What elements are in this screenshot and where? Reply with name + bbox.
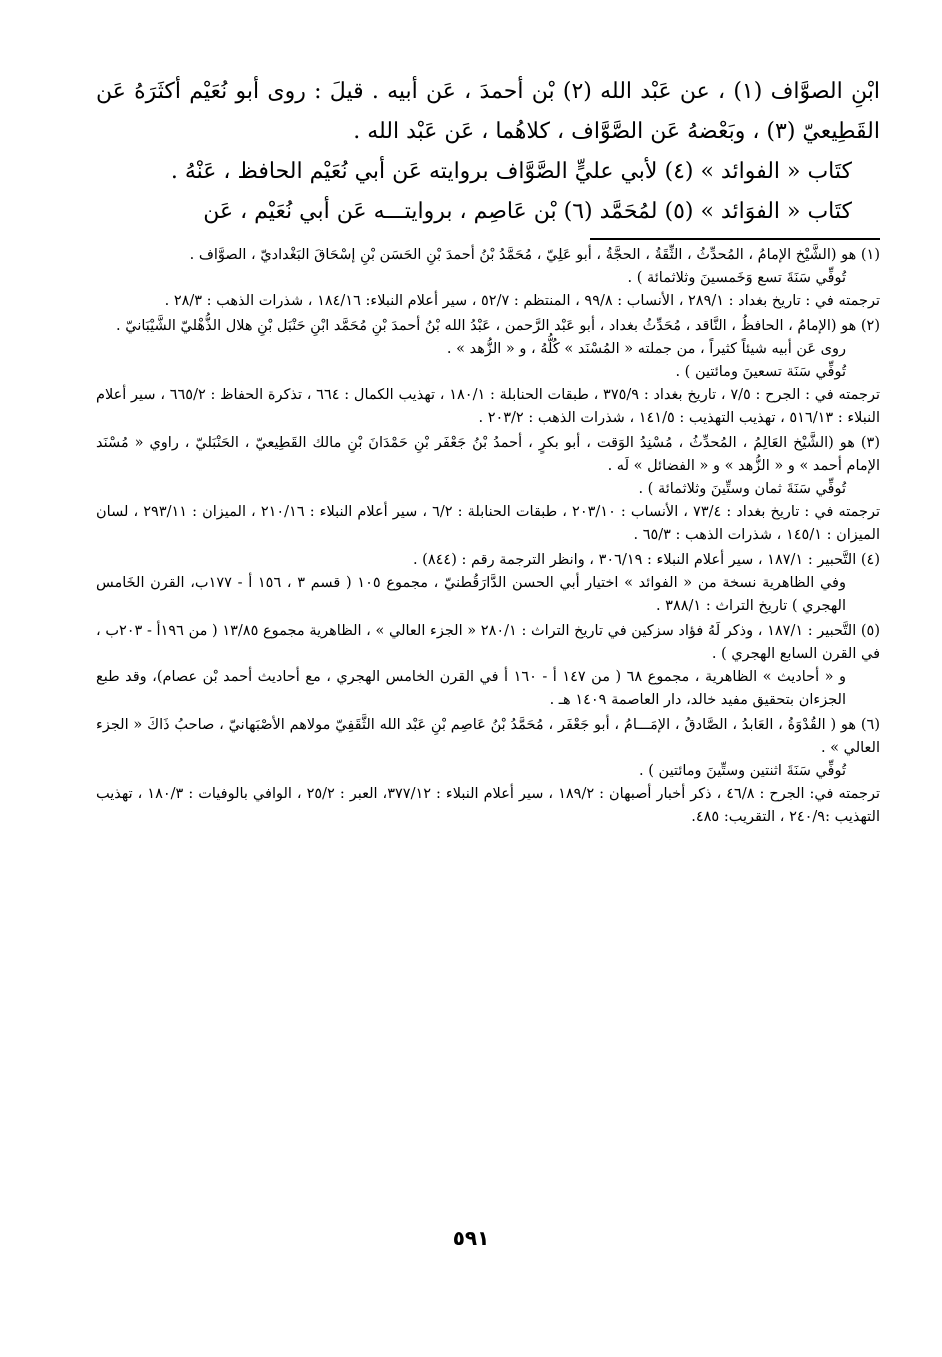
main-text — [96, 72, 880, 232]
footnote-line: ترجمته في : تاريخ بغداد : ٢٨٩/١ ، الأنساب : ٩٩/٨ ، المنتظم : ٥٢/٧ ، سير أعلام النبلاء: ١٨٤/١٦ ، شذرات الذهب : ٢٨/٣ . — [164, 293, 880, 309]
footnote-line: ترجمته في : تاريخ بغداد : ٧٣/٤ ، الأنساب : ٢٠٣/١٠ ، طبقات الحنابلة : ٦/٢ ، سير أعلام النبلاء : ٢١٠/١٦ ، الميزان : ٢٩٣/١١ ، لسان الميزان : ١٤٥/١ ، شذرات الذهب : ٦٥/٣ . — [96, 504, 881, 543]
footnote-4 — [96, 549, 880, 618]
footnote-line: تُوفِّي سَنَةَ تسع وَخَمسينَ وثلاثمائة ) . — [627, 270, 846, 286]
book-page — [96, 72, 880, 829]
footnote-line: (٢) هو (الإمامُ ، الحافظُ ، النَّاقد ، مُحَدِّثُ بغداد ، أبو عَبْد الرَّحمن ، عَبْدُ الله بْنُ أحمدَ بْنِ مُحَمَّد ابْنِ حَنْبَل بْنِ هلال الذُّهْليّ الشَّيْبَانيّ . — [116, 318, 880, 334]
main-paragraph-1: ابْنِ الصوَّاف (١) ، عن عَبْد الله (٢) بْن أحمدَ ، عَن أبيه . قيلَ : روى أبو نُعَيْم أكثَرَهُ عَن القَطِيعيّ (٣) ، وبَعْضهُ عَن الصَّوَّاف ، كلاهُما ، عَن عَبْد الله . — [96, 79, 880, 144]
footnote-line: ترجمته في : الجرح : ٧/٥ ، تاريخ بغداد : ٣٧٥/٩ ، طبقات الحنابلة : ١٨٠/١ ، تهذيب الكمال : ٦٦٤ ، تذكرة الحفاظ : ٦٦٥/٢ ، سير أعلام النبلاء : ٥١٦/١٣ ، تهذيب التهذيب : ١٤١/٥ ، شذرات الذهب : ٢٠٣/٢ . — [96, 387, 880, 426]
footnote-line: وفي الظاهرية نسخة من « الفوائد » اختيار أبي الحسن الدَّارَقُطنيّ ، مجموع ١٠٥ ( قسم ٣ ، ١٥٦ أ - ١٧٧ب، القرن الخَامس الهجري ) تاريخ التراث : ٣٨٨/١ . — [96, 575, 846, 614]
footnote-separator — [590, 238, 880, 240]
main-paragraph-2: كتَاب « الفوائد » (٤) لأبي عليٍّ الصَّوَّاف بروايته عَن أبي نُعَيْم الحافظ ، عَنْهُ . — [170, 159, 852, 184]
main-paragraph-3: كتَاب « الفوَائد » (٥) لمُحَمَّد (٦) بْن عَاصِم ، بروايتـــه عَن أبي نُعَيْم ، عَن — [203, 199, 852, 224]
footnote-5 — [96, 620, 880, 712]
page-number: ٥٩١ — [452, 1226, 490, 1250]
footnote-1 — [96, 244, 880, 313]
footnote-line: تُوفِّي سَنَةَ اثنتين وستِّينَ ومائتين ) . — [639, 763, 846, 779]
footnote-line: (٥) التَّحبير : ١٨٧/١ ، وذكر لَهُ فؤاد سزكين في تاريخ التراث : ٢٨٠/١ « الجزء العالي » ، الظاهرية مجموع ١٣/٨٥ ( من ١٩٦أ - ٢٠٣ب ، في القرن السابع الهجري ) . — [96, 623, 881, 662]
footnote-line: (١) هو (الشَّيْخ الإمامُ ، المُحدِّثُ ، الثِّقَةُ ، الحجَّةُ ، أبو عَلِيّ ، مُحَمَّدُ بْنُ أحمدَ بْنِ الحَسَن بْنِ إسْحَاقَ البَغْداديّ ، الصوَّاف . — [189, 247, 880, 263]
footnote-line: تُوفِّي سَنَة تسعينَ ومائتين ) . — [675, 364, 846, 380]
footnote-line: تُوفِّي سَنَةَ ثمان وستِّينَ وثلاثمائة ) . — [638, 481, 846, 497]
footnote-line: (٦) هو ( القُدْوَةُ ، العَابدُ ، الصَّادقُ ، الإمَـــامُ ، أبو جَعْفَر ، مُحَمَّدُ بْنُ عَاصِم بْنِ عَبْد الله الثَّقَفِيّ مولاهم الأصْبَهانيّ ، صاحبُ ذَاكَ « الجزء العالي » . — [96, 717, 880, 756]
footnote-3 — [96, 432, 880, 547]
footnote-line: (٤) التَّحبير : ١٨٧/١ ، سير أعلام النبلاء : ٣٠٦/١٩ ، وانظر الترجمة رقم : (٨٤٤) . — [412, 552, 880, 568]
footnote-2 — [96, 315, 880, 430]
footnote-line: و « أحاديث » الظاهرية ، مجموع ٦٨ ( من ١٤٧ أ - ١٦٠ أ في القرن الخامس الهجري ، مع أحاديث أحمد بْن عصام)، وقد طبع الجزءان بتحقيق مفيد خالد، دار العاصمة ١٤٠٩ هـ . — [96, 669, 846, 708]
footnote-line: روى عَن أبيه شيئاً كثيراً ، من جملته « المُسْنَد » كُلُّهُ ، و « الزُّهد » . — [446, 341, 846, 357]
footnote-6 — [96, 714, 880, 829]
footnote-line: ترجمته في: الجرح : ٤٦/٨ ، ذكر أخبار أصبهان : ١٨٩/٢ ، سير أعلام النبلاء : ٣٧٧/١٢، العبر : ٢٥/٢ ، الوافي بالوفيات : ١٨٠/٣ ، تهذيب التهذيب :٢٤٠/٩ ، التقريب: ٤٨٥. — [96, 786, 880, 825]
footnotes — [96, 244, 880, 829]
footnote-line: (٣) هو (الشَّيْخ العَالِمُ ، المُحدِّثُ ، مُسْنِدُ الوَقت ، أبو بكرٍ ، أحمدُ بْنُ جَعْفَر بْنِ حَمْدَانَ بْنِ مالك القَطِيعيّ ، الحَنْبَليّ ، راوي « مُسْنَد الإمام أحمد » و « الزُّهد » و « الفضائل » لَه . — [96, 435, 880, 474]
